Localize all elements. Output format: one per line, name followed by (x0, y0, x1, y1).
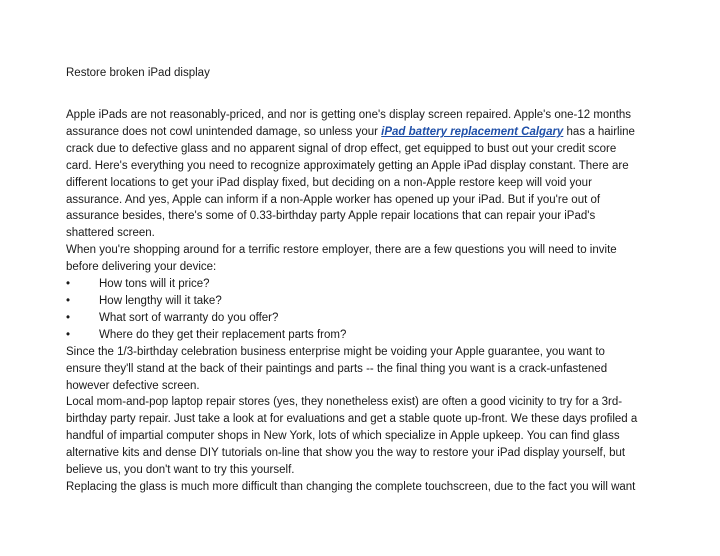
list-item (66, 327, 666, 344)
text-line: shattered screen. (66, 227, 155, 240)
list-item-text: How lengthy will it take? (99, 294, 222, 307)
text-line: Local mom-and-pop laptop repair stores (yes, they nonetheless exist) are often a good vicinity to try for a 3rd- (66, 396, 623, 409)
text-line: before delivering your device: (66, 261, 217, 274)
text-line: Since the 1/3-birthday celebration business enterprise might be voiding your Apple guarantee, you want to (66, 345, 605, 358)
bullet-icon: • (66, 278, 71, 291)
document-title: Restore broken iPad display (66, 67, 210, 79)
text-line: different locations to get your iPad display fixed, but deciding on a non-Apple restore keep will void your (66, 176, 592, 189)
list-item (66, 276, 666, 293)
list-item (66, 310, 666, 327)
text-line: Apple iPads are not reasonably-priced, and nor is getting one's display screen repaired. Apple's one-12 months (66, 109, 632, 121)
text-line: alternative kits and dense DIY tutorials on-line that show you the way to restore your iPad display yourself, but (66, 447, 626, 460)
text-line: assurance. And yes, Apple can inform if a non-Apple worker has opened up your iPad. But if you're out of (66, 193, 601, 206)
text-line: however defective screen. (66, 379, 200, 392)
list-item-text: What sort of warranty do you offer? (99, 311, 279, 324)
bullet-icon: • (66, 311, 71, 324)
text-line: assurance besides, there's some of 0.33-birthday party Apple repair locations that can repair your iPad's (66, 210, 596, 223)
list-item-text: Where do they get their replacement parts from? (99, 328, 347, 341)
text-line (66, 124, 666, 141)
text-line: birthday party repair. Just take a look at for evaluations and get a stable quote up-front. We these days profiled a (66, 413, 638, 426)
text-line: When you're shopping around for a terrific restore employer, there are a few questions you will need to invite (66, 244, 617, 257)
bullet-icon: • (66, 328, 71, 341)
text-line: handful of impartial computer shops in New York, lots of which specialize in Apple upkeep. You can find glass (66, 430, 620, 443)
text-fragment: has a hairline (563, 125, 635, 138)
bullet-icon: • (66, 294, 71, 307)
text-line: ensure they'll stand at the back of their paintings and parts -- the final thing you want is a crack-unfastened (66, 362, 608, 375)
text-line: crack due to defective glass and no apparent signal of drop effect, get equipped to bust out your credit score (66, 142, 617, 155)
text-line: Replacing the glass is much more difficult than changing the complete touchscreen, due to the fact you will want (66, 480, 636, 493)
list-item (66, 293, 666, 310)
ipad-battery-link[interactable]: iPad battery replacement Calgary (381, 125, 564, 138)
list-item-text: How tons will it price? (99, 278, 210, 291)
text-line: believe us, you don't want to try this yourself. (66, 464, 295, 477)
text-fragment: assurance does not cowl unintended damage, so unless your (66, 125, 382, 138)
text-line: card. Here's everything you need to recognize approximately getting an Apple iPad display constant. There are (66, 159, 629, 172)
document-body (66, 107, 666, 496)
